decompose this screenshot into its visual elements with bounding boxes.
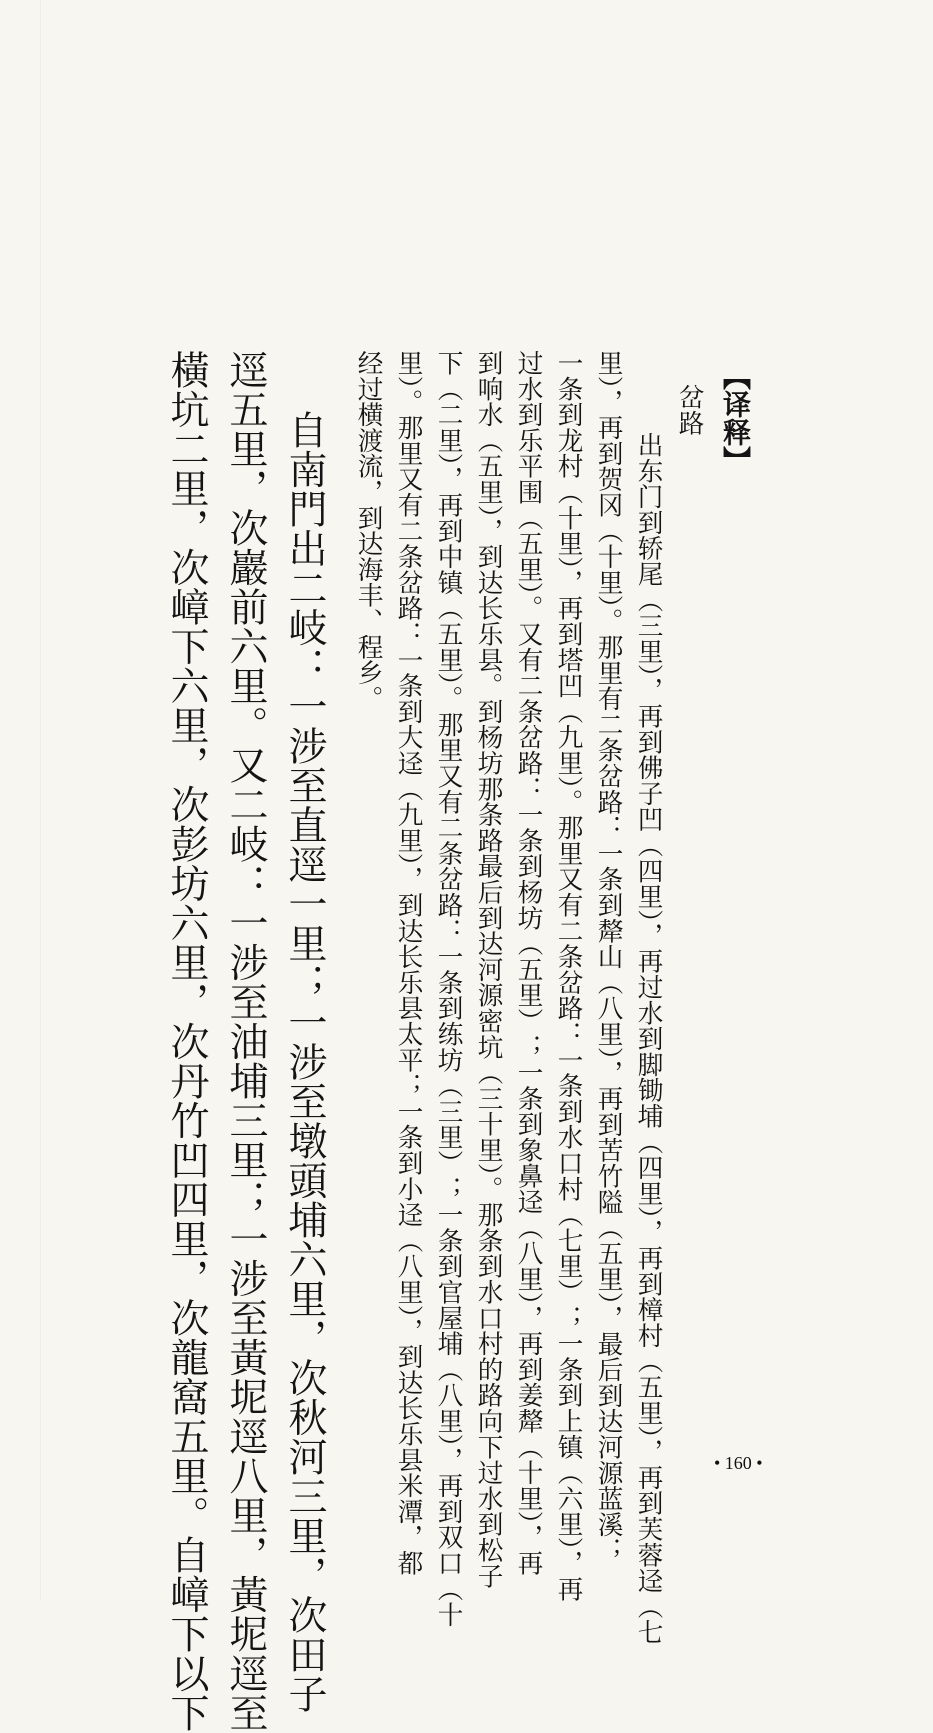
page-number: • 160 • bbox=[714, 1453, 763, 1473]
translation-line: 里），再到贺冈（十里）。那里有二条岔路：一条到犛山（八里），再到苦竹隘（五里），最后到达河源蓝溪； bbox=[593, 350, 624, 1563]
translation-line: 里）。那里又有二条岔路：一条到大迳（九里），到达长乐县太平；一条到小迳（八里），到达长乐县米潭，都 bbox=[393, 350, 424, 1576]
page-fold-shadow bbox=[40, 0, 41, 1600]
original-text-line: 自南門出二岐：一涉至直逕一里；一涉至墩頭埔六里，次秋河三里，次田子 bbox=[282, 410, 327, 1714]
translation-line: 经过横渡流，到达海丰、程乡。 bbox=[353, 350, 384, 712]
translation-line: 出东门到轿尾（三里），再到佛子凹（四里），再过水到脚锄埔（四里），再到樟村（五里），再到芙蓉迳（七 bbox=[633, 432, 664, 1645]
original-text-line: 逕五里，次巖前六里。又二岐：一涉至油埔三里；一涉至黃坭逕八里，黃坭逕至 bbox=[223, 350, 268, 1733]
subheading: 岔路 bbox=[674, 384, 705, 436]
original-text-line: 橫坑二里，次嶂下六里，次彭坊六里，次丹竹凹四里，次龍窩五里。自嶂下以下 bbox=[164, 350, 209, 1733]
translation-line: 过水到乐平围（五里）。又有二条岔路：一条到杨坊（五里）；一条到象鼻迳（八里），再到姜犛（十里），再 bbox=[513, 350, 544, 1576]
section-heading: 【译释】 bbox=[719, 362, 752, 474]
translation-line: 到响水（五里），到达长乐县。到杨坊那条路最后到达河源密坑（三十里）。那条到水口村的路向下过水到松子 bbox=[473, 350, 504, 1589]
translation-line: 下（二里），再到中镇（五里）。那里又有二条岔路：一条到练坊（三里）；一条到官屋埔（八里），再到双口（十 bbox=[433, 350, 464, 1628]
translation-line: 一条到龙村（十里），再到塔凹（九里）。那里又有二条岔路：一条到水口村（七里）；一条到上镇（六里），再 bbox=[553, 350, 584, 1602]
